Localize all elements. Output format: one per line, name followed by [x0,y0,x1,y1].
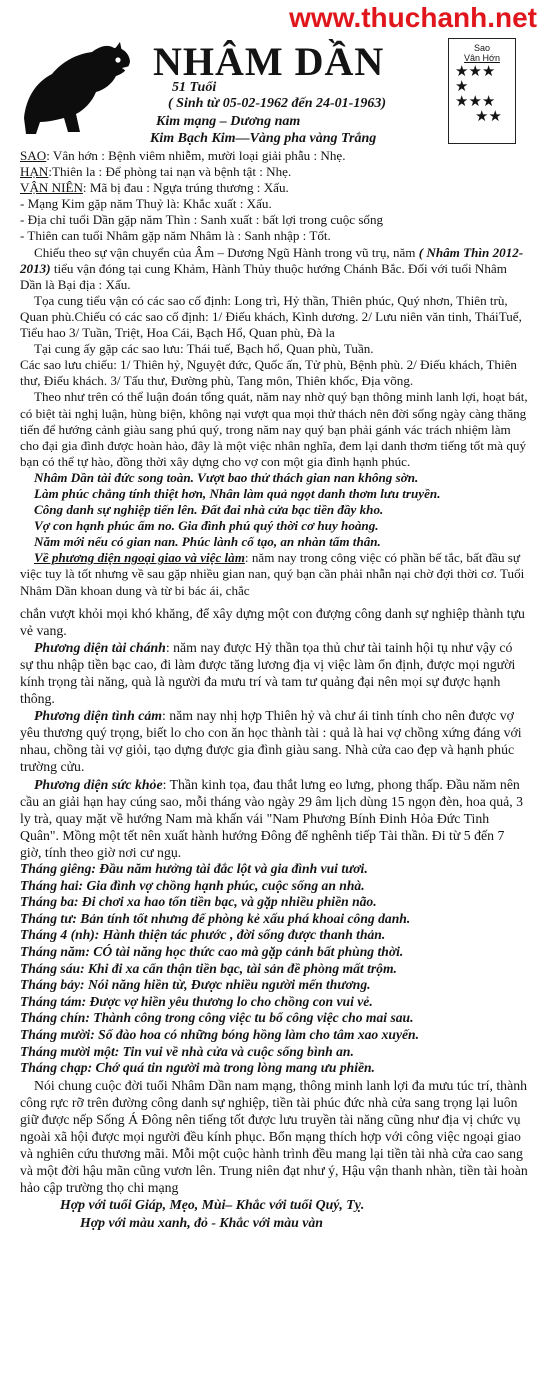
star-row: ★★★ [455,94,496,110]
black-panther-logo [18,40,136,140]
menh-label: Kim mạng – Dương nam [156,114,301,129]
month-line: Tháng giêng: Đầu năm hưởng tài đắc lột và gia đình vui tươi. [20,861,368,877]
star-box-name: Vân Hớn [464,53,500,63]
compatible-colors: Hợp với màu xanh, đỏ - Khắc với màu vàn [80,1214,323,1230]
van-nien-line: VẬN NIÊN: Mã bị đau : Ngựa trúng thương : Xấu. [20,180,289,196]
paragraph: Các sao lưu chiếu: 1/ Thiên hỷ, Nguyệt đức, Quốc ấn, Tử phù, Bệnh phù. 2/ Điếu khách, Thiên thư, Điếu khách. 3/ Tấu thư, Đường phù, Tang môn, Thiên khốc, Địa võng. [20,357,517,389]
poem-line: Nhâm Dần tài đức song toàn. Vượt bao thử thách gian nan không sờn. [34,469,419,485]
month-line: Tháng năm: CÓ tài năng học thức cao mà gặp cảnh bất phùng thời. [20,944,404,959]
star-row: ★★ [475,109,502,125]
paragraph: Theo như trên có thể luận đoán tổng quát, năm nay nhờ quý bạn thông minh lanh lợi, hoạt bát, có biệt tài nghị luận, hùng biện, không nại vượt qua mọi thử thách nên đời sống ngày càng thăng tiến để hướng cảnh giàu sang phú quý, trong năm nay quý bạn phải gánh vác trách nhiệm làm cho đại gia đình được hoàn hảo, đây là một việc nhân nghĩa, đem lại danh thơm tiếng tốt mà quý bạn có thể tự hào, đồng thời xây dựng cho vợ con một gia đình hạnh phúc. [20,389,528,469]
article-body [20,148,528,1231]
poem-line: Công danh sự nghiệp tiến lên. Đất đai nhà cửa bạc tiền đầy kho. [34,502,384,518]
site-url[interactable]: www.thuchanh.net [289,2,537,33]
month-line: Tháng hai: Gia đình vợ chồng hạnh phúc, cuộc sống an nhà. [20,877,365,893]
compatible-ages: Hợp với tuổi Giáp, Mẹo, Mùi– Khắc với tuổi Quý, Tỵ. [60,1197,365,1213]
section-tai-chanh: Phương diện tài chánh: năm nay được Hỷ thần tọa thủ chư tài tainh hội tụ như vậy có sự thu nhập tiền bạc cao, đi làm được tăng lương địa vị việc làm ổn định, được mọi người kính trọng tài năng, quà là người đa mưu trí và tam tư quảng đại nên mọi sự được hạnh thông. [20,639,516,707]
section-ngoai-giao: Về phương diện ngoại giao và việc làm: năm nay trong công việc có phần bế tắc, bất đầu sự việc tuy là tốt nhưng về sau gặp nhiều gian nan, quý bạn cần phải nhẫn nại chờ đợi thời cơ. Tuổi Nhâm Dần khoan dung và từ bi bác ái, chắc [20,550,525,598]
birth-range: ( Sinh từ 05-02-1962 đến 24-01-1963) [168,96,386,111]
poem-line: Năm mới nếu có gian nan. Phúc lành cố tạo, an nhàn tấm thân. [34,534,381,550]
month-line: Tháng chín: Thành công trong công việc tu bổ công việc cho mai sau. [20,1010,414,1026]
han-line: HẠN:Thiên la : Để phòng tai nạn và bệnh tật : Nhẹ. [20,164,292,180]
element-label: Kim Bạch Kim—Vàng pha vàng Trắng [150,131,377,146]
star-row: ★★★ [455,64,496,80]
age-label: 51 Tuổi [172,80,217,95]
month-line: Tháng mười: Số đào hoa có những bóng hồng làm cho tâm xao xuyến. [20,1026,419,1042]
section-suc-khoe: Phương diện sức khỏe: Thần kinh tọa, đau thắt lưng eo lưng, phong thấp. Đầu năm nên cầu an giải hạn hay cúng sao, mỗi tháng vào ngày 29 âm lịch dùng 15 ngọn đèn, hoa quả, 3 ly trà, quay mặt về hướng Nam mà khấn vái "Nam Phương Bính Đinh Hỏa Đức Tinh Quân". Mồng một tết nên xuất hành hướng Đông để nghênh tiếp Tài thần. Đi từ 5 đến 7 giờ, tính theo giờ nơi cư ngụ. [20,776,524,860]
star-box [448,38,516,144]
section-tinh-cam: Phương diện tình cảm: năm nay nhị hợp Thiên hỷ và chư ái tinh tính cho nên được vợ yêu thương quý trọng, biết lo cho con ăn học thành tài : quả là hai vợ chồng xứng đáng với nhau, chồng tài vợ giỏi, tạo dựng được gia đình giàu sang. Nhà cửa cao đẹp và hạnh phúc trường cửu. [20,708,522,775]
paragraph: chắn vượt khỏi mọi khó khăng, để xây dựng một con đượng công danh sự nghiệp thành tựu vẻ vang. [20,605,525,638]
month-line: Tháng mười một: Tin vui về nhà cửa và cuộc sống bình an. [20,1043,354,1059]
month-line: Tháng tư: Bản tính tốt nhưng để phòng kẻ xấu phá khoai công danh. [20,910,411,926]
paragraph: Chiếu theo sự vận chuyển của Âm – Dương Ngũ Hành trong vũ trụ, năm ( Nhâm Thìn 2012-2013) tiểu vận đóng tại cung Khảm, Hành Thủy thuộc hướng Chánh Bắc. Đối với tuổi Nhâm Dần là Bại địa : Xấu. [20,244,524,292]
paragraph: Tại cung ấy gặp các sao lưu: Thái tuế, Bạch hổ, Quan phù, Tuần. [34,341,374,357]
conclusion: Nói chung cuộc đời tuổi Nhâm Dần nam mạng, thông minh lanh lợi đa mưu túc trí, thành công rực rỡ trên đường công danh sự nghiệp, tiền tài phúc đức nhà cửa sang trọng lại luôn giữ được nếp Sống Á Đông nên tiếng tốt được lưu truyền tài năng cũng như địa vị chức vụ ngoài xã hội được mọi người đều kính phục. Bổn mạng thích hợp với công việc ngoại giao và nghiên cứu thương mãi. Mỗi một cuộc hành trình đều mang lại tiền tài nhà cửa cao sang và một đời hậu mãn cũng vươn lên. Trung niên đạt như ý, Hậu vận thanh nhàn, tiền tài hoàn hảo cập trường thọ chi mạng [20,1077,528,1196]
poem-line: Làm phúc chẳng tính thiệt hơn, Nhân làm quả ngọt danh thơm lưu truyền. [34,485,441,501]
sao-line: SAO: Vân hớn : Bệnh viêm nhiễm, mười loại giải phẫu : Nhẹ. [20,148,346,163]
month-line: Tháng tám: Được vợ hiền yêu thương lo cho chồng con vui vẻ. [20,993,373,1009]
month-line: Tháng chạp: Chớ quá tin người mà trong lòng mang ưu phiền. [20,1060,375,1076]
month-line: Tháng sáu: Khi đi xa cẩn thận tiền bạc, tài sản đề phòng mất trộm. [20,960,397,976]
star-row: ★ [455,79,469,95]
month-line: Tháng bảy: Nói năng hiền từ, Được nhiều người mến thương. [20,977,371,993]
note-line: - Địa chỉ tuổi Dần gặp năm Thìn : Sanh xuất : bất lợi trong cuộc sống [20,212,384,228]
star-box-label: Sao [473,43,490,53]
poem-line: Vợ con hạnh phúc ấm no. Gia đình phú quý thời cơ huy hoàng. [34,518,379,534]
month-line: Tháng 4 (nh): Hành thiện tác phước , đời sống được thanh thản. [20,927,386,943]
header [18,38,528,156]
note-line: - Thiên can tuổi Nhâm gặp năm Nhâm là : Sanh nhập : Tốt. [20,228,331,244]
page-title: NHÂM DẦN [153,39,385,84]
paragraph: Tọa cung tiểu vận có các sao cố định: Long trì, Hỷ thần, Thiên phúc, Quý nhơn, Thiên trù, Quan phù.Chiếu có các sao cố định: 1/ Điếu khách, Kình dương. 2/ Lưu niên văn tinh, TháiTuế, Tiểu hao 3/ Tuần, Triệt, Hoa Cái, Bạch Hổ, Quan phù, Đà la [20,292,522,341]
note-line: - Mạng Kim gặp năm Thuỷ là: Khắc xuất : Xấu. [20,196,272,212]
month-line: Tháng ba: Đi chơi xa hao tổn tiền bạc, và gặp nhiều phiền não. [20,894,377,910]
